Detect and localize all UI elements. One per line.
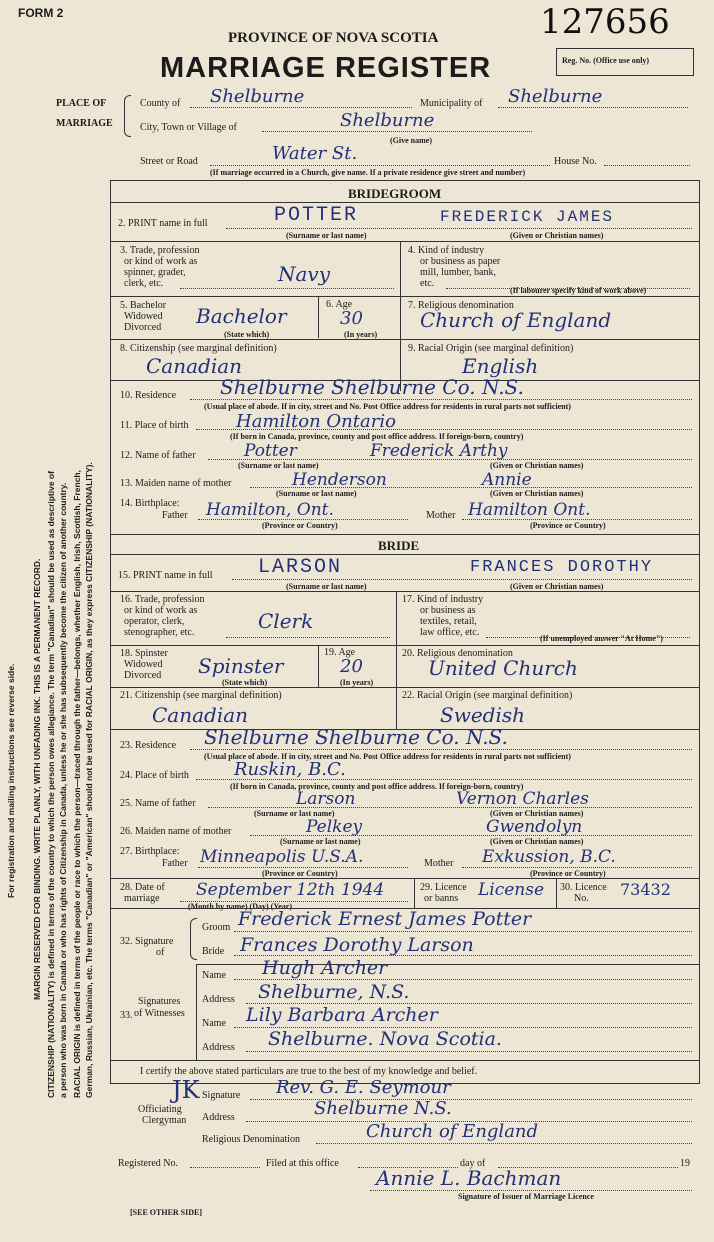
witness2-name: Lily Barbara Archer bbox=[246, 1004, 438, 1026]
witness1-address: Shelburne, N.S. bbox=[258, 981, 410, 1003]
prov-country-caption: (Province or Country) bbox=[530, 869, 606, 878]
witness1-address-label: Address bbox=[202, 994, 235, 1005]
certification-text: I certify the above stated particulars are true to the best of my knowledge and belief. bbox=[140, 1066, 478, 1077]
date-note: (Month by name) (Day) (Year) bbox=[188, 902, 292, 911]
street-value: Water St. bbox=[272, 143, 358, 164]
bride-birthplace: Ruskin, B.C. bbox=[234, 759, 346, 780]
field-16-line bbox=[226, 637, 390, 638]
field-9-label: 9. Racial Origin (see marginal definition) bbox=[408, 343, 574, 354]
field-26-label: 26. Maiden name of mother bbox=[120, 826, 232, 837]
clerk-initials: JK bbox=[172, 1076, 200, 1104]
field-21-label: 21. Citizenship (see marginal definition) bbox=[120, 690, 282, 701]
rule bbox=[110, 534, 700, 535]
rule bbox=[318, 645, 319, 687]
page-title: MARRIAGE REGISTER bbox=[160, 52, 492, 84]
county-label: County of bbox=[140, 98, 181, 109]
municipality-value: Shelburne bbox=[508, 86, 603, 107]
witness1-name-label: Name bbox=[202, 970, 226, 981]
surname-caption: (Surname or last name) bbox=[286, 231, 367, 240]
city-label: City, Town or Village of bbox=[140, 122, 237, 133]
witness1-name-line bbox=[234, 979, 692, 980]
year-label: 19 bbox=[680, 1158, 690, 1169]
groom-religion: Church of England bbox=[420, 308, 612, 332]
field-29-label-2: or banns bbox=[424, 893, 459, 904]
field-18-label: 18. Spinster bbox=[120, 648, 168, 659]
field-18-label-3: Divorced bbox=[124, 670, 162, 681]
father-label: Father bbox=[162, 510, 188, 521]
issuer-signature: Annie L. Bachman bbox=[376, 1166, 562, 1190]
surname-caption: (Surname or last name) bbox=[280, 837, 361, 846]
mother-label: Mother bbox=[424, 858, 454, 869]
field-28-label-2: marriage bbox=[124, 893, 160, 904]
field-11-label: 11. Place of birth bbox=[120, 420, 189, 431]
field-16-label-3: operator, clerk, bbox=[124, 616, 185, 627]
licence-or-banns: License bbox=[478, 880, 545, 900]
bride-occupation: Clerk bbox=[258, 609, 314, 633]
groom-father-given: Frederick Arthy bbox=[370, 441, 508, 461]
field-15-label: 15. PRINT name in full bbox=[118, 570, 213, 581]
rule bbox=[110, 1060, 700, 1061]
field-10-line bbox=[190, 399, 692, 400]
clergy-signature-label: Signature bbox=[202, 1090, 241, 1101]
field-4-label-4: etc. bbox=[420, 278, 435, 289]
form-label: FORM 2 bbox=[18, 6, 64, 20]
given-caption: (Given or Christian names) bbox=[510, 582, 604, 591]
field-3-line bbox=[180, 288, 394, 289]
clergy-signature: Rev. G. E. Seymour bbox=[276, 1077, 451, 1098]
field-32-label-2: of bbox=[156, 947, 165, 958]
rule bbox=[110, 241, 700, 242]
rule bbox=[110, 202, 700, 203]
field-17-label: 17. Kind of industry bbox=[402, 594, 484, 605]
clergy-label: Officiating bbox=[138, 1104, 182, 1115]
bride-father-given: Vernon Charles bbox=[456, 789, 589, 809]
prov-country-caption: (Province or Country) bbox=[262, 521, 338, 530]
bride-mother-birthplace: Exkussion, B.C. bbox=[482, 847, 616, 867]
witnesses-label: Signatures bbox=[138, 996, 181, 1007]
field-23-label: 23. Residence bbox=[120, 740, 177, 751]
rule bbox=[556, 878, 557, 908]
groom-surname: POTTER bbox=[274, 204, 359, 227]
groom-given-names: FREDERICK JAMES bbox=[440, 208, 615, 226]
given-caption: (Given or Christian names) bbox=[490, 489, 584, 498]
field-5-label: 5. Bachelor bbox=[120, 300, 167, 311]
bride-surname: LARSON bbox=[258, 556, 343, 579]
bride-mother-given: Gwendolyn bbox=[486, 817, 583, 837]
field-30-label-2: No. bbox=[574, 893, 589, 904]
groom-age: 30 bbox=[340, 308, 363, 329]
field-24-label: 24. Place of birth bbox=[120, 770, 189, 781]
groom-marital-status: Bachelor bbox=[196, 304, 287, 328]
rule bbox=[110, 645, 700, 646]
surname-caption: (Surname or last name) bbox=[254, 809, 335, 818]
rule bbox=[110, 554, 700, 555]
field-3-label: 3. Trade, profession bbox=[120, 245, 200, 256]
rule bbox=[400, 241, 401, 391]
bride-marital-status: Spinster bbox=[198, 654, 284, 678]
bride-heading: BRIDE bbox=[378, 538, 420, 553]
in-years-caption: (In years) bbox=[344, 330, 378, 339]
groom-mother-surname: Henderson bbox=[292, 470, 387, 490]
rule bbox=[110, 687, 700, 688]
house-line bbox=[604, 165, 690, 166]
rule bbox=[110, 878, 700, 879]
licence-number: 73432 bbox=[620, 880, 671, 899]
field-27-father-line bbox=[198, 867, 408, 868]
issuer-signature-line bbox=[370, 1190, 692, 1191]
surname-caption: (Surname or last name) bbox=[238, 461, 319, 470]
field-22-label: 22. Racial Origin (see marginal definition) bbox=[402, 690, 573, 701]
given-caption: (Given or Christian names) bbox=[510, 231, 604, 240]
margin-note-2: MARGIN RESERVED FOR BINDING. WRITE PLAINLY, WITH UNFADING INK. THIS IS A PERMANENT RECORD. bbox=[32, 558, 42, 1000]
city-value: Shelburne bbox=[340, 110, 435, 131]
birthplace-note: (If born in Canada, province, county and post office address. If foreign-born, country) bbox=[230, 782, 524, 791]
clergy-label-2: Clergyman bbox=[142, 1115, 187, 1126]
field-33-label: 33. bbox=[120, 1010, 133, 1021]
field-28-label: 28. Date of bbox=[120, 882, 165, 893]
rule bbox=[110, 296, 700, 297]
city-line bbox=[262, 131, 532, 132]
clergy-address: Shelburne N.S. bbox=[314, 1098, 452, 1119]
bride-given-names: FRANCES DOROTHY bbox=[470, 558, 654, 577]
residence-note: (Usual place of abode. If in city, street and No. Post Office address for residents in rural parts not sufficient) bbox=[204, 752, 571, 761]
province-heading: PROVINCE OF NOVA SCOTIA bbox=[228, 30, 439, 46]
clergy-address-label: Address bbox=[202, 1112, 235, 1123]
bride-age: 20 bbox=[340, 656, 363, 677]
margin-note-6: German, Russian, Ukrainian, etc. The terms "Canadian" or "American" should not be used for RACIAL ORIGIN, as they express CITIZENSHIP (NATIONALITY). bbox=[84, 462, 94, 1098]
groom-residence: Shelburne Shelburne Co. N.S. bbox=[220, 375, 524, 399]
street-label: Street or Road bbox=[140, 156, 198, 167]
groom-birthplace: Hamilton Ontario bbox=[236, 411, 396, 432]
margin-note-1: For registration and mailing instructions see reverse side. bbox=[6, 663, 16, 898]
field-16-label: 16. Trade, profession bbox=[120, 594, 205, 605]
state-which-caption: (State which) bbox=[224, 330, 270, 339]
field-15-line bbox=[232, 579, 692, 580]
field-13-label: 13. Maiden name of mother bbox=[120, 478, 232, 489]
clergy-denomination-line bbox=[316, 1143, 692, 1144]
bride-father-birthplace: Minneapolis U.S.A. bbox=[200, 847, 364, 867]
witness1-name: Hugh Archer bbox=[262, 957, 388, 979]
filed-label: Filed at this office bbox=[266, 1158, 339, 1169]
rule bbox=[196, 964, 197, 1060]
field-19-label: 19. Age bbox=[324, 647, 356, 658]
field-17-note: (If unemployed answer "At Home") bbox=[540, 634, 663, 643]
field-25-line bbox=[208, 807, 692, 808]
field-3-label-2: or kind of work as bbox=[124, 256, 198, 267]
mother-label: Mother bbox=[426, 510, 456, 521]
prov-country-caption: (Province or Country) bbox=[262, 869, 338, 878]
groom-mother-given: Annie bbox=[482, 470, 532, 490]
signature-bracket bbox=[190, 918, 197, 960]
field-30-label: 30. Licence bbox=[560, 882, 607, 893]
field-4-label-3: mill, lumber, bank, bbox=[420, 267, 496, 278]
see-other-side: [SEE OTHER SIDE] bbox=[130, 1208, 203, 1217]
field-27-mother-line bbox=[462, 867, 692, 868]
field-3-label-3: spinner, grader, bbox=[124, 267, 186, 278]
witness2-name-label: Name bbox=[202, 1018, 226, 1029]
field-5-label-3: Divorced bbox=[124, 322, 162, 333]
field-20-label: 20. Religious denomination bbox=[402, 648, 513, 659]
field-2-label: 2. PRINT name in full bbox=[118, 218, 208, 229]
field-5-label-2: Widowed bbox=[124, 311, 163, 322]
registered-no-label: Registered No. bbox=[118, 1158, 178, 1169]
field-6-label: 6. Age bbox=[326, 299, 353, 310]
municipality-line bbox=[498, 107, 688, 108]
clergy-denomination-label: Religious Denomination bbox=[202, 1134, 301, 1145]
birthplace-note: (If born in Canada, province, county and post office address. If foreign-born, country) bbox=[230, 432, 524, 441]
field-17-label-4: law office, etc. bbox=[420, 627, 480, 638]
surname-caption: (Surname or last name) bbox=[286, 582, 367, 591]
state-which-caption: (State which) bbox=[222, 678, 268, 687]
rule bbox=[318, 296, 319, 338]
margin-note-3: CITIZENSHIP (NATIONALITY) is defined in terms of the country to which the person owes allegiance. The term "Canadian" should be used as descriptive of bbox=[46, 471, 56, 1098]
field-4-label: 4. Kind of industry bbox=[408, 245, 485, 256]
field-7-label: 7. Religious denomination bbox=[408, 300, 514, 311]
marriage-date: September 12th 1944 bbox=[196, 880, 385, 900]
witness2-address-line bbox=[246, 1051, 692, 1052]
street-line bbox=[210, 165, 550, 166]
house-label: House No. bbox=[554, 156, 597, 167]
field-16-label-2: or kind of work as bbox=[124, 605, 198, 616]
groom-label: Groom bbox=[202, 922, 231, 933]
witnesses-label-2: of Witnesses bbox=[134, 1008, 185, 1019]
field-3-label-4: clerk, etc. bbox=[124, 278, 164, 289]
groom-father-birthplace: Hamilton, Ont. bbox=[206, 500, 334, 520]
field-18-label-2: Widowed bbox=[124, 659, 163, 670]
bride-signature: Frances Dorothy Larson bbox=[240, 934, 474, 956]
bridegroom-heading: BRIDEGROOM bbox=[348, 186, 442, 201]
clergy-denomination: Church of England bbox=[366, 1121, 539, 1142]
marriage-label: MARRIAGE bbox=[56, 118, 113, 129]
place-bracket bbox=[124, 95, 131, 137]
bride-label: Bride bbox=[202, 946, 225, 957]
bride-racial-origin: Swedish bbox=[440, 703, 525, 727]
residence-note: (Usual place of abode. If in city, street and No. Post Office address for residents in rural parts not sufficient) bbox=[204, 402, 571, 411]
issuer-caption: Signature of Issuer of Marriage Licence bbox=[458, 1192, 594, 1201]
county-value: Shelburne bbox=[210, 86, 305, 107]
given-caption: (Given or Christian names) bbox=[490, 837, 584, 846]
prov-country-caption: (Province or Country) bbox=[530, 521, 606, 530]
field-27-label: 27. Birthplace: bbox=[120, 846, 180, 857]
father-label: Father bbox=[162, 858, 188, 869]
groom-occupation: Navy bbox=[278, 262, 331, 286]
give-name-caption: (Give name) bbox=[390, 136, 432, 145]
handwritten-reg-number: 127656 bbox=[540, 2, 670, 42]
street-note: (If marriage occurred in a Church, give name. If a private residence give street and number) bbox=[210, 168, 526, 177]
field-16-label-4: stenographer, etc. bbox=[124, 627, 195, 638]
field-17-label-3: textiles, retail, bbox=[420, 616, 477, 627]
field-25-label: 25. Name of father bbox=[120, 798, 196, 809]
margin-note-5: RACIAL ORIGIN is defined in terms of the people or race to which the person—traced through the father—belongs, whether English, Irish, Scottish, French, bbox=[72, 470, 82, 1098]
field-17-label-2: or business as bbox=[420, 605, 476, 616]
groom-signature: Frederick Ernest James Potter bbox=[238, 908, 532, 930]
reg-no-box bbox=[556, 48, 694, 76]
reg-no-label: Reg. No. (Office use only) bbox=[562, 56, 650, 65]
witness2-address: Shelburne. Nova Scotia. bbox=[268, 1028, 502, 1050]
rule bbox=[414, 878, 415, 908]
field-32-label: 32. Signature bbox=[120, 936, 174, 947]
field-10-label: 10. Residence bbox=[120, 390, 177, 401]
groom-signature-line bbox=[234, 931, 692, 932]
field-8-label: 8. Citizenship (see marginal definition) bbox=[120, 343, 277, 354]
groom-mother-birthplace: Hamilton Ont. bbox=[468, 500, 591, 520]
bride-residence: Shelburne Shelburne Co. N.S. bbox=[204, 725, 508, 749]
field-4-note: (If labourer specify kind of work above) bbox=[510, 286, 647, 295]
field-29-label: 29. Licence bbox=[420, 882, 467, 893]
field-2-line bbox=[226, 228, 692, 229]
given-caption: (Given or Christian names) bbox=[490, 461, 584, 470]
rule bbox=[396, 591, 397, 729]
surname-caption: (Surname or last name) bbox=[276, 489, 357, 498]
bride-religion: United Church bbox=[428, 656, 578, 680]
groom-racial-origin: English bbox=[462, 354, 539, 378]
given-caption: (Given or Christian names) bbox=[490, 809, 584, 818]
field-4-label-2: or business as paper bbox=[420, 256, 501, 267]
municipality-label: Municipality of bbox=[420, 98, 483, 109]
bride-citizenship: Canadian bbox=[152, 703, 249, 727]
witness2-address-label: Address bbox=[202, 1042, 235, 1053]
groom-father-surname: Potter bbox=[244, 441, 297, 461]
rule bbox=[110, 591, 700, 592]
field-23-line bbox=[190, 749, 692, 750]
registered-no-line bbox=[190, 1167, 260, 1168]
day-of-label: day of bbox=[460, 1158, 486, 1169]
groom-citizenship: Canadian bbox=[146, 354, 243, 378]
bride-father-surname: Larson bbox=[296, 789, 356, 809]
in-years-caption: (In years) bbox=[340, 678, 374, 687]
rule bbox=[110, 339, 700, 340]
margin-note-4: a person who was born in Canada or who has rights of Citizenship in Canada, unless he or she has subsequently become the citizen of another country. bbox=[58, 482, 68, 1098]
field-12-label: 12. Name of father bbox=[120, 450, 196, 461]
field-14-label: 14. Birthplace: bbox=[120, 498, 180, 509]
county-line bbox=[190, 107, 412, 108]
bride-mother-surname: Pelkey bbox=[306, 817, 363, 837]
place-label: PLACE OF bbox=[56, 98, 107, 109]
